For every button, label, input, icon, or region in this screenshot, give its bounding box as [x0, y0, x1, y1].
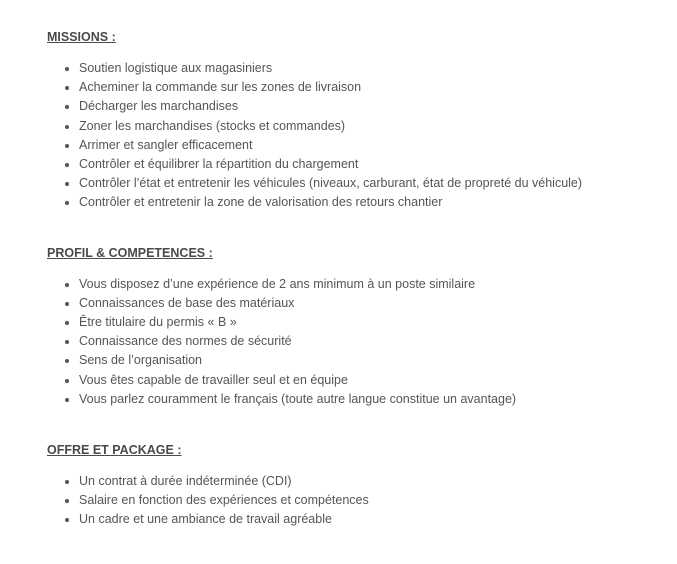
list-item: • Contrôler et entretenir la zone de valorisation des retours chantier [79, 193, 657, 212]
list-item: • Vous parlez couramment le français (toute autre langue constitue un avantage) [79, 390, 657, 409]
missions-section [47, 29, 657, 213]
profil-section [47, 245, 657, 409]
list-item: • Être titulaire du permis « B » [79, 313, 657, 332]
list-item: • Décharger les marchandises [79, 97, 657, 116]
list-item: • Vous êtes capable de travailler seul et en équipe [79, 371, 657, 390]
list-item: • Connaissance des normes de sécurité [79, 332, 657, 351]
list-item: • Acheminer la commande sur les zones de livraison [79, 78, 657, 97]
profil-heading: PROFIL & COMPETENCES : [47, 245, 213, 260]
list-item: • Zoner les marchandises (stocks et commandes) [79, 117, 657, 136]
offre-heading: OFFRE ET PACKAGE : [47, 443, 182, 458]
list-item: • Sens de l’organisation [79, 351, 657, 370]
missions-list [47, 59, 657, 213]
job-description [47, 29, 657, 530]
list-item: • Contrôler l’état et entretenir les véhicules (niveaux, carburant, état de propreté du véhicule) [79, 174, 657, 193]
offre-list [47, 472, 657, 530]
list-item: • Salaire en fonction des expériences et compétences [79, 491, 657, 510]
list-item: • Soutien logistique aux magasiniers [79, 59, 657, 78]
list-item: • Vous disposez d’une expérience de 2 ans minimum à un poste similaire [79, 275, 657, 294]
list-item: • Un cadre et une ambiance de travail agréable [79, 510, 657, 529]
list-item: • Contrôler et équilibrer la répartition du chargement [79, 155, 657, 174]
offre-section [47, 442, 657, 530]
list-item: • Arrimer et sangler efficacement [79, 136, 657, 155]
list-item: • Connaissances de base des matériaux [79, 294, 657, 313]
profil-list [47, 275, 657, 409]
list-item: • Un contrat à durée indéterminée (CDI) [79, 472, 657, 491]
missions-heading: MISSIONS : [47, 30, 116, 44]
